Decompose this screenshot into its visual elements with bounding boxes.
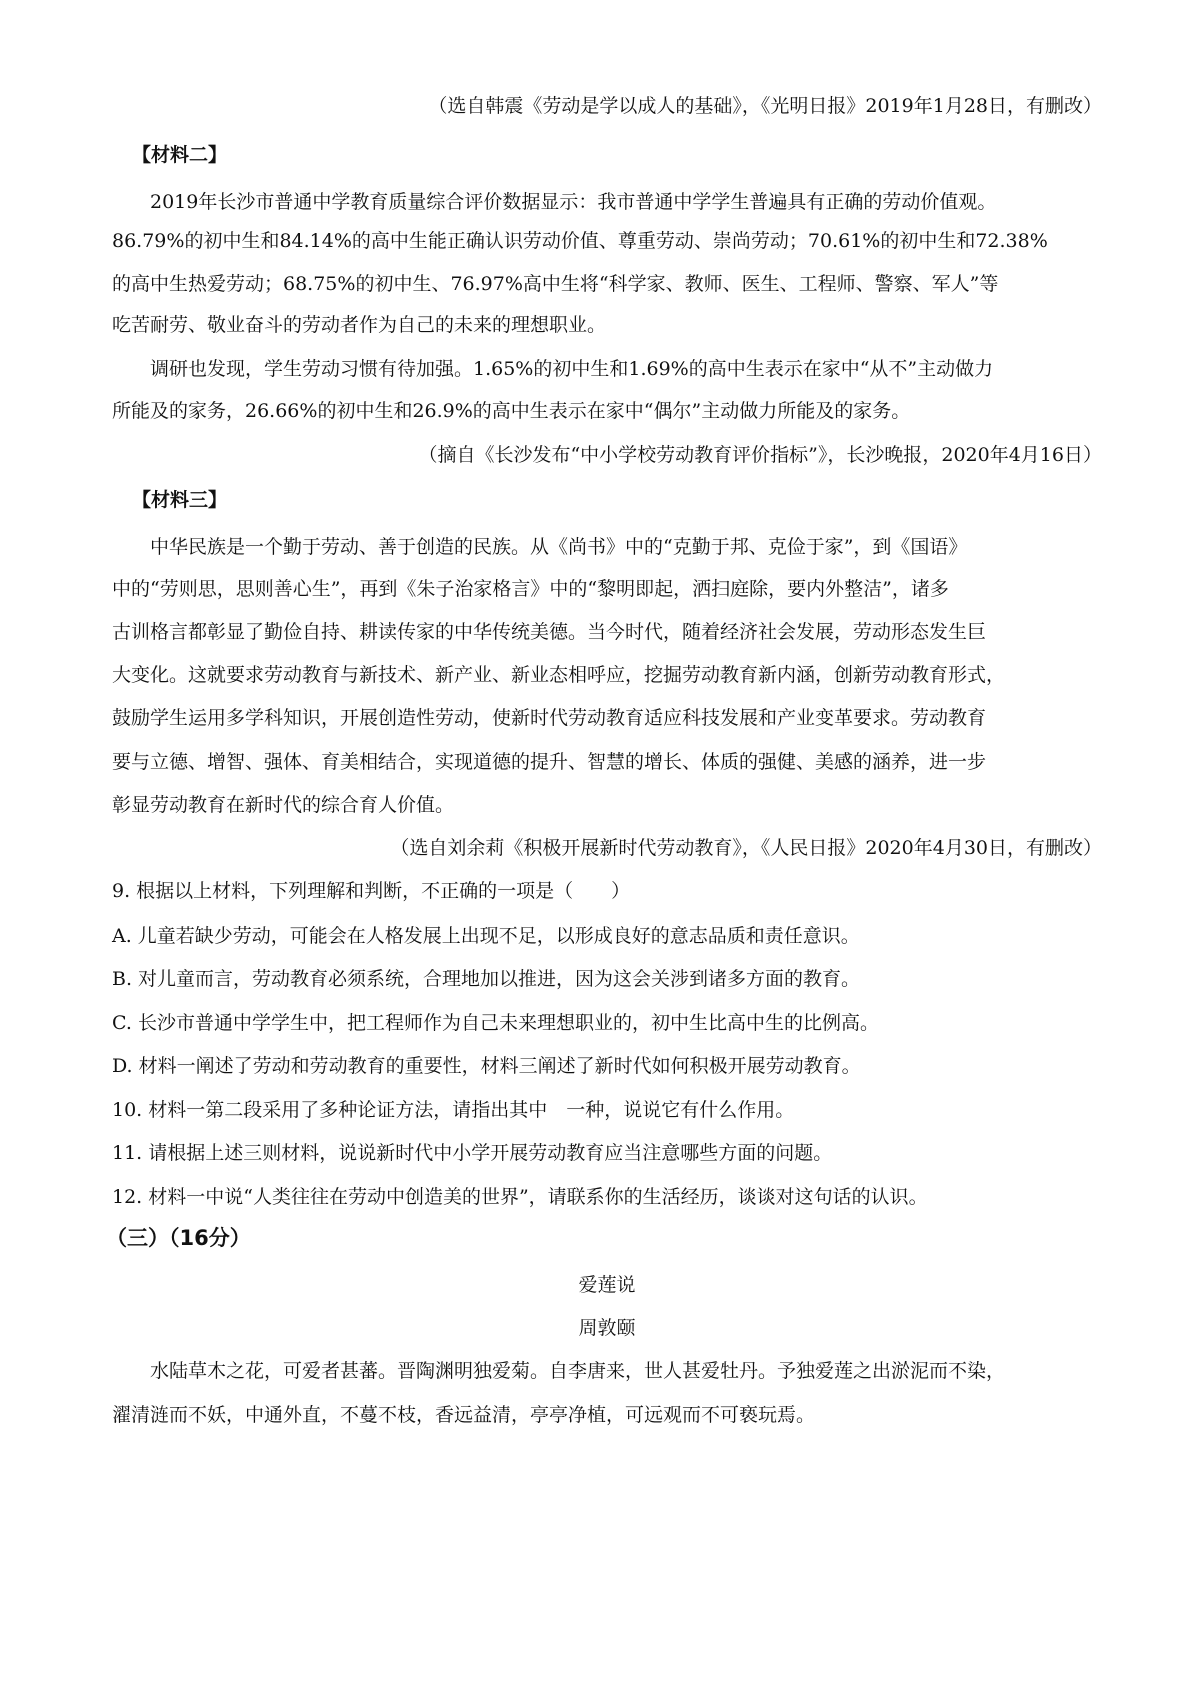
question-9-option-c: C. 长沙市普通中学学生中，把工程师作为自己未来理想职业的，初中生比高中生的比例高。: [112, 1012, 879, 1034]
question-9-option-d: D. 材料一阐述了劳动和劳动教育的重要性，材料三阐述了新时代如何积极开展劳动教育。: [112, 1055, 861, 1077]
question-11: 11. 请根据上述三则材料，说说新时代中小学开展劳动教育应当注意哪些方面的问题。: [112, 1142, 833, 1164]
material-3-title: 【材料三】: [132, 489, 228, 511]
material-2-paragraph-2-line-2: 所能及的家务，26.66%的初中生和26.9%的高中生表示在家中“偶尔”主动做力所能及的家务。: [112, 400, 911, 422]
material-3-line-7: 彰显劳动教育在新时代的综合育人价值。: [112, 794, 455, 816]
material-3-line-1: 中华民族是一个勤于劳动、善于创造的民族。从《尚书》中的“克勤于邦、克俭于家”，到《国语》: [150, 536, 968, 558]
material-2-paragraph-1-line-3: 的高中生热爱劳动；68.75%的初中生、76.97%高中生将“科学家、教师、医生、工程师、警察、军人”等: [112, 273, 999, 295]
source-citation-2: （摘自《长沙发布“中小学校劳动教育评价指标”》，长沙晚报，2020年4月16日）: [418, 444, 1102, 466]
material-2-title: 【材料二】: [132, 144, 228, 166]
poem-text-line-2: 濯清涟而不妖，中通外直，不蔓不枝，香远益清，亭亭净植，可远观而不可亵玩焉。: [112, 1404, 816, 1426]
poem-text-line-1: 水陆草木之花，可爱者甚蕃。晋陶渊明独爱菊。自李唐来，世人甚爱牡丹。予独爱莲之出淤泥而不染，: [150, 1360, 1006, 1382]
section-3-heading: （三）（16分）: [106, 1226, 251, 1250]
question-10: 10. 材料一第二段采用了多种论证方法，请指出其中 一种，说说它有什么作用。: [112, 1099, 795, 1121]
material-2-paragraph-1-line-1: 2019年长沙市普通中学教育质量综合评价数据显示：我市普通中学学生普遍具有正确的劳动价值观。: [150, 191, 997, 213]
poem-title: 爱莲说: [578, 1274, 636, 1296]
material-3-line-6: 要与立德、增智、强体、育美相结合，实现道德的提升、智慧的增长、体质的强健、美感的涵养，进一步: [112, 751, 987, 773]
material-2-paragraph-2-line-1: 调研也发现，学生劳动习惯有待加强。1.65%的初中生和1.69%的高中生表示在家中“从不”主动做力: [150, 358, 994, 380]
material-3-line-2: 中的“劳则思，思则善心生”，再到《朱子治家格言》中的“黎明即起，洒扫庭除，要内外整洁”，诸多: [112, 578, 949, 600]
source-citation-1: （选自韩震《劳动是学以成人的基础》，《光明日报》2019年1月28日，有删改）: [428, 95, 1102, 117]
source-citation-3: （选自刘余莉《积极开展新时代劳动教育》，《人民日报》2020年4月30日，有删改）: [390, 837, 1102, 859]
material-2-paragraph-1-line-4: 吃苦耐劳、敬业奋斗的劳动者作为自己的未来的理想职业。: [112, 314, 607, 336]
material-3-line-3: 古训格言都彰显了勤俭自持、耕读传家的中华传统美德。当今时代，随着经济社会发展，劳动形态发生巨: [112, 621, 987, 643]
question-9-option-b: B. 对儿童而言，劳动教育必须系统，合理地加以推进，因为这会关涉到诸多方面的教育。: [112, 968, 861, 990]
material-3-line-4: 大变化。这就要求劳动教育与新技术、新产业、新业态相呼应，挖掘劳动教育新内涵，创新劳动教育形式，: [112, 664, 1006, 686]
question-9-option-a: A. 儿童若缺少劳动，可能会在人格发展上出现不足，以形成良好的意志品质和责任意识。: [112, 925, 860, 947]
material-3-line-5: 鼓励学生运用多学科知识，开展创造性劳动，使新时代劳动教育适应科技发展和产业变革要求。劳动教育: [112, 707, 987, 729]
document-page: [106, 0, 1102, 1698]
material-2-paragraph-1-line-2: 86.79%的初中生和84.14%的高中生能正确认识劳动价值、尊重劳动、崇尚劳动；70.61%的初中生和72.38%: [112, 230, 1048, 252]
poem-author: 周敦颐: [578, 1317, 636, 1339]
question-12: 12. 材料一中说“人类往往在劳动中创造美的世界”，请联系你的生活经历，谈谈对这句话的认识。: [112, 1186, 928, 1208]
question-9: 9. 根据以上材料，下列理解和判断，不正确的一项是（ ）: [112, 880, 631, 902]
